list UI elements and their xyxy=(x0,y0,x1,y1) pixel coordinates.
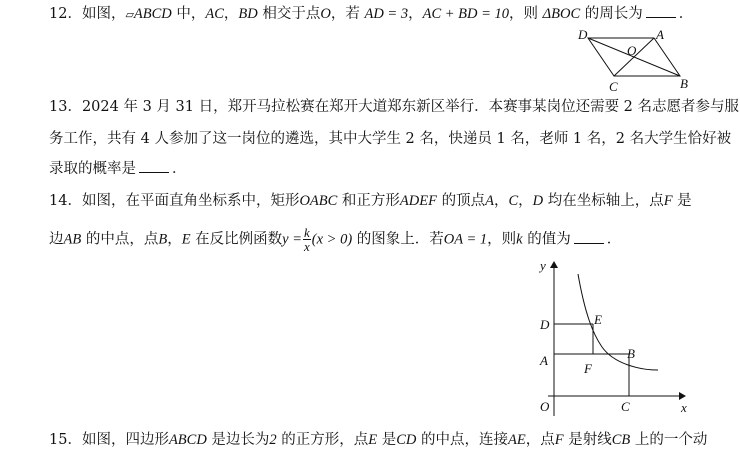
label-f: F xyxy=(584,361,592,376)
question-13-line-2: 务工作，共有 4 人参加了这一岗位的遴选，其中大学生 2 名，快递员 1 名，老师 1 名，2 名大学生恰好被 xyxy=(49,131,732,147)
label-a: A xyxy=(540,353,548,368)
answer-blank xyxy=(574,230,604,244)
question-13-line-3: 录取的概率是 ． xyxy=(49,161,187,177)
question-15-text: 15．如图，四边形ABCD 是边长为2 的正方形，点E 是CD 的中点，连接AE，点F 是射线CB 上的一个动 xyxy=(49,432,708,448)
reciprocal-curve xyxy=(578,274,658,370)
parallelogram-figure xyxy=(576,26,700,94)
label-c: C xyxy=(609,79,618,94)
label-d: D xyxy=(578,27,588,42)
question-14-line-2: 边AB 的中点，点B，E 在反比例函数y = $\frac{k}{x}$ (x > 0) 的图象上．若OA = 1，则k 的值为 ． xyxy=(49,225,622,254)
fraction-k-over-x: $\frac{k}{x}$ xyxy=(304,225,310,254)
question-13-line-1: 13．2024 年 3 月 31 日，郑开马拉松赛在郑开大道郑东新区举行．本赛事某岗位还需要 2 名志愿者参与服 xyxy=(49,99,740,115)
coordinate-figure xyxy=(530,254,700,422)
label-b: B xyxy=(627,346,635,361)
label-o: O xyxy=(540,399,550,414)
question-14-line-1: 14．如图，在平面直角坐标系中，矩形OABC 和正方形ADEF 的顶点A，C，D 均在坐标轴上，点F 是 xyxy=(49,193,692,209)
answer-blank xyxy=(139,159,169,173)
label-x-axis: x xyxy=(681,400,687,415)
label-d: D xyxy=(540,317,550,332)
question-12-text: 12．如图，▱ABCD 中，AC，BD 相交于点O，若 AD = 3，AC + BD = 10，则 ΔBOC 的周长为 ． xyxy=(49,6,694,22)
label-c: C xyxy=(621,399,630,414)
label-a: A xyxy=(656,27,664,42)
label-b: B xyxy=(680,76,688,91)
label-y-axis: y xyxy=(540,258,546,273)
answer-blank xyxy=(646,4,676,18)
q12-number: 12． xyxy=(49,6,82,22)
label-e: E xyxy=(594,312,602,327)
label-o: O xyxy=(627,43,637,58)
parallelogram-symbol: ▱ xyxy=(125,8,134,21)
